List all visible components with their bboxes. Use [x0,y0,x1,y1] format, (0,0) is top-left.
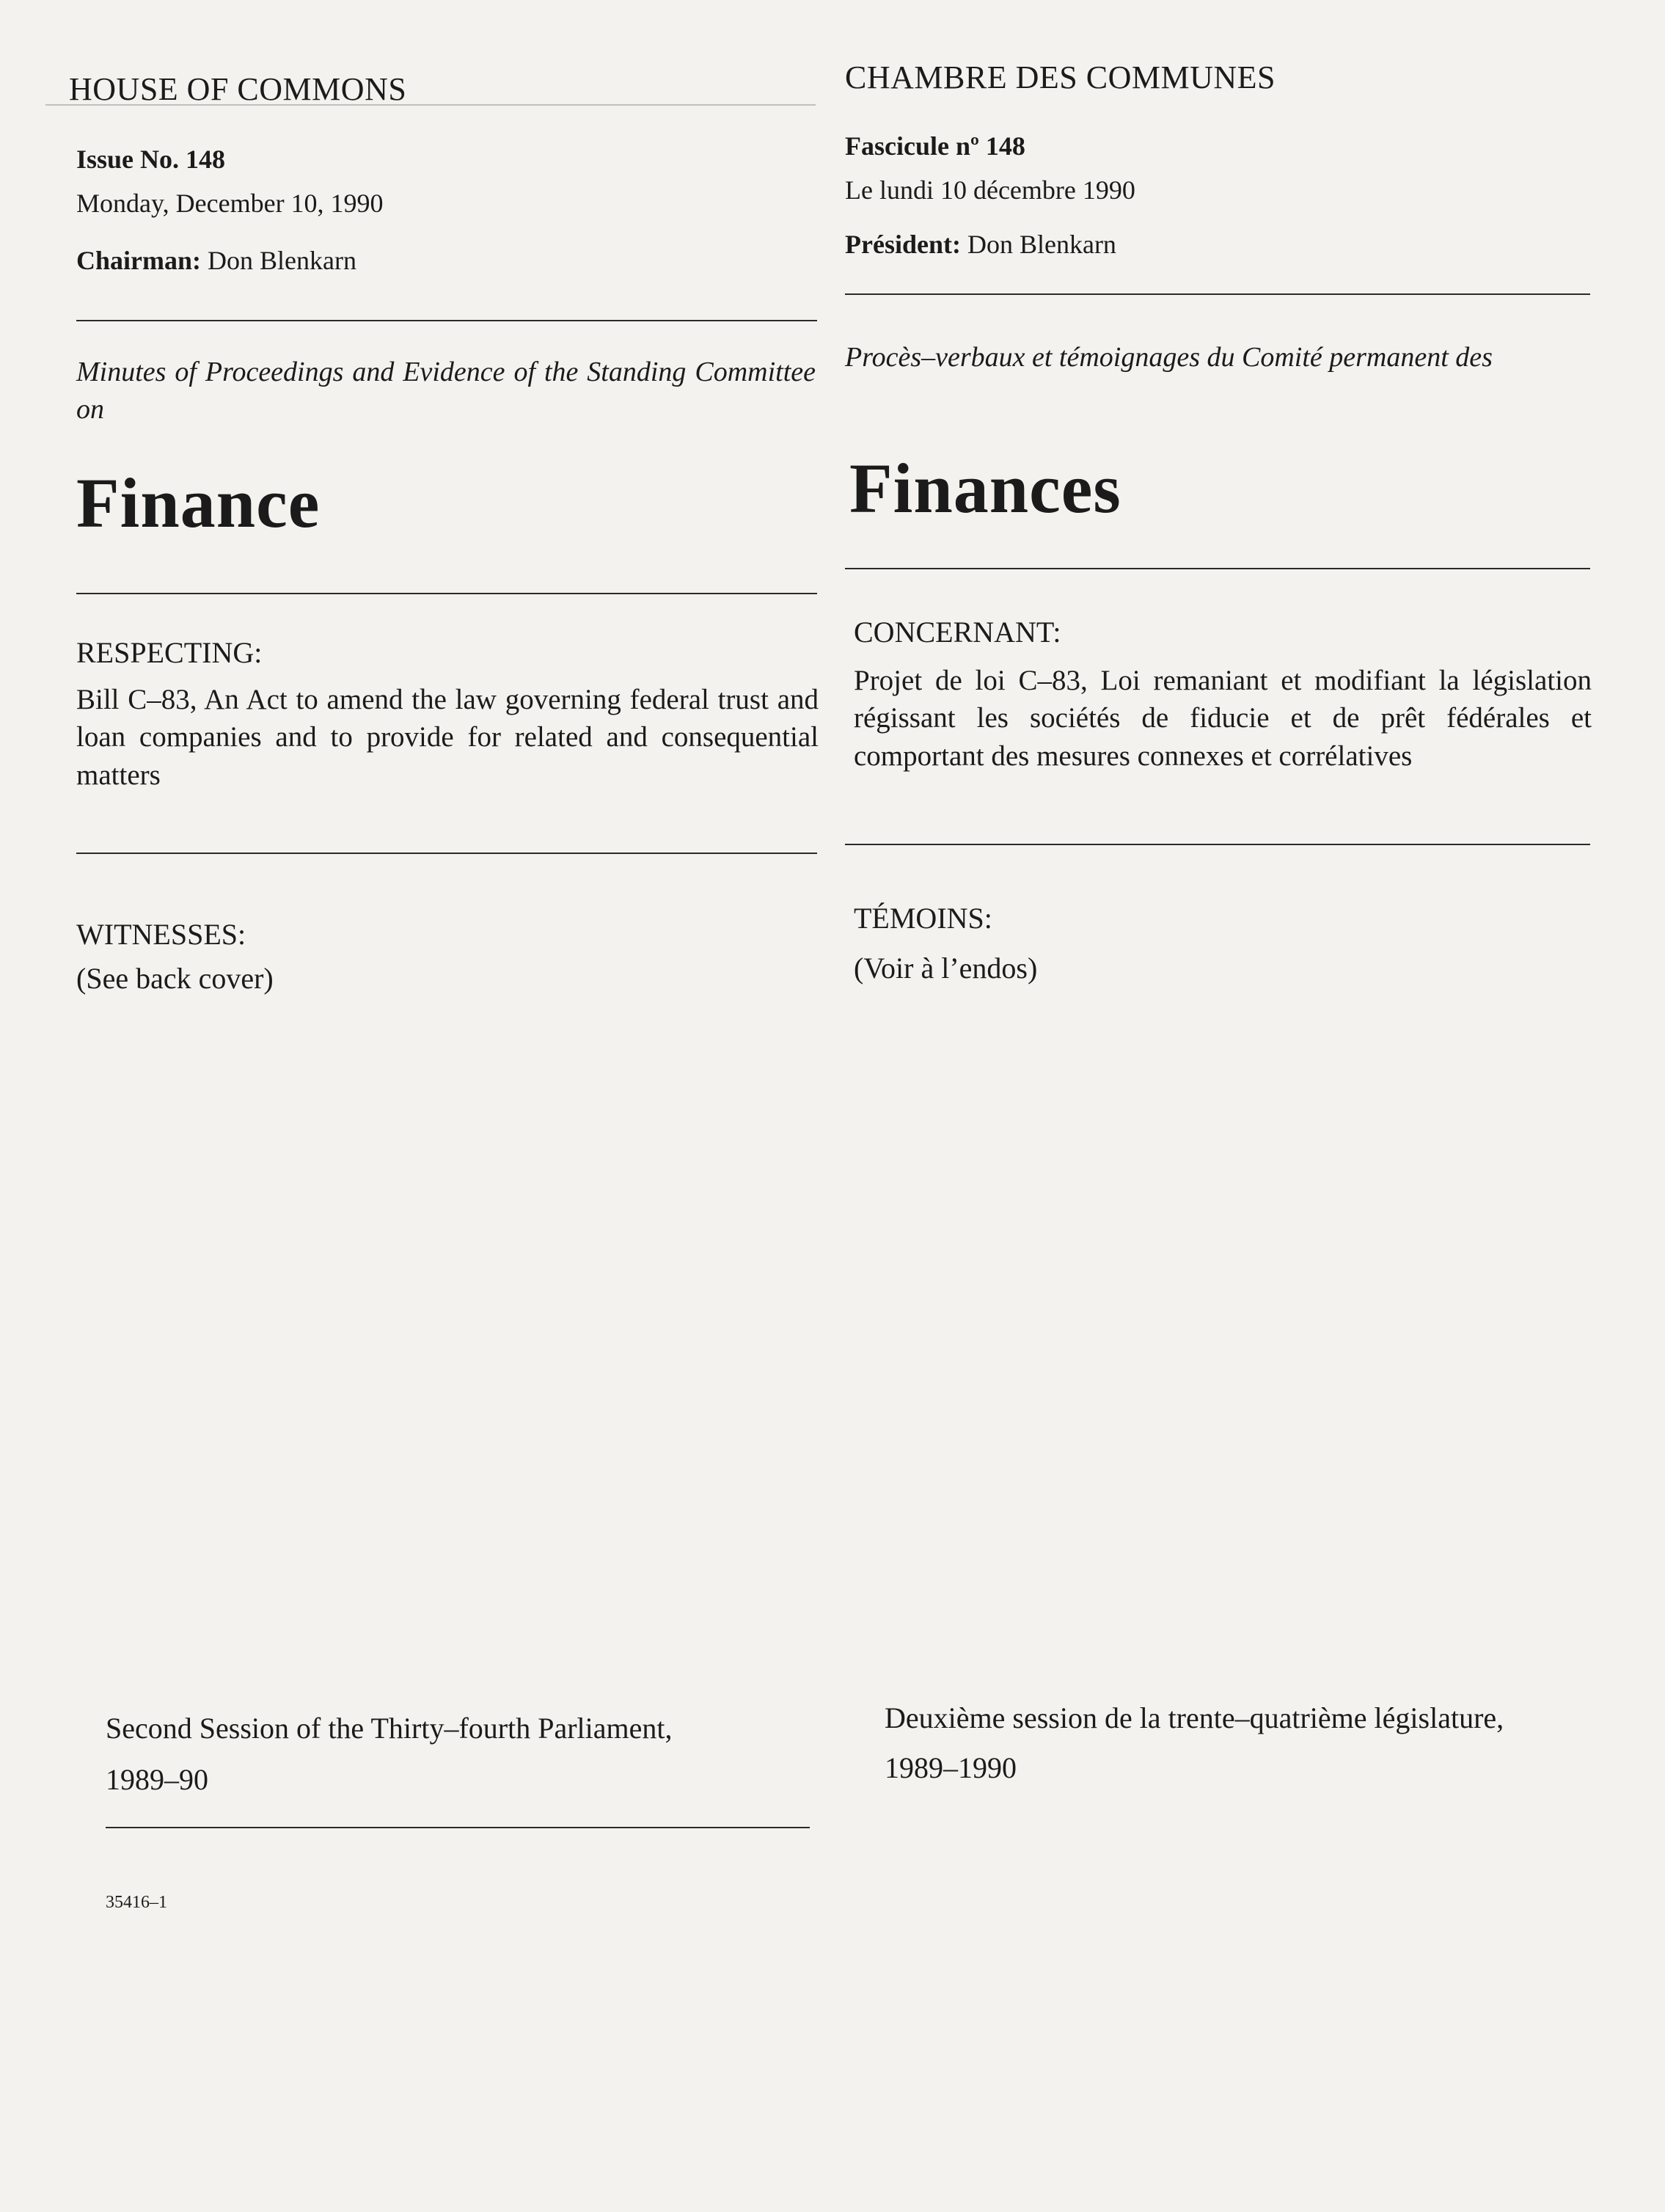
house-title-en: HOUSE OF COMMONS [69,71,407,107]
respecting-label-fr: CONCERNANT: [854,616,1061,649]
witnesses-text-fr: (Voir à l’endos) [854,952,1038,985]
rule-1-en [76,320,817,321]
president-fr [845,227,1116,262]
witnesses-label-en: WITNESSES: [76,918,246,951]
chairman-en [76,244,356,278]
chair-name-en: Don Blenkarn [208,246,356,275]
chair-label-fr: Président: [845,230,961,259]
rule-3-fr [845,844,1590,845]
committee-name-en: Finance [76,464,321,542]
respecting-text-en: Bill C–83, An Act to amend the law governing federal trust and loan companies and to provide for related and consequential matters [76,684,819,791]
session-line1-fr: Deuxième session de la trente–quatrième législature, [885,1701,1504,1734]
date-fr: Le lundi 10 décembre 1990 [845,175,1135,205]
issue-number-en: Issue No. 148 [76,145,226,174]
respecting-label-en: RESPECTING: [76,636,263,669]
issue-number-fr: Fascicule nº 148 [845,131,1025,161]
house-title-fr: CHAMBRE DES COMMUNES [845,59,1276,95]
minutes-line-fr: Procès–verbaux et témoignages du Comité permanent des [845,342,1493,373]
rule-4-en [106,1827,810,1828]
session-line2-fr: 1989–1990 [885,1751,1017,1784]
rule-2-fr [845,568,1590,569]
minutes-line-en: Minutes of Proceedings and Evidence of the Standing Committee on [76,357,816,426]
rule-2-en [76,593,817,594]
header-rule-en [45,104,816,106]
session-line2-en: 1989–90 [106,1763,208,1796]
witnesses-text-en: (See back cover) [76,962,274,995]
witnesses-label-fr: TÉMOINS: [854,902,992,935]
print-code: 35416–1 [106,1893,167,1912]
date-en: Monday, December 10, 1990 [76,189,384,218]
committee-name-fr: Finances [849,449,1121,528]
rule-3-en [76,853,817,854]
chair-label-en: Chairman: [76,246,201,275]
respecting-text-fr: Projet de loi C–83, Loi remaniant et modifiant la législation régissant les sociétés de fiducie et de prêt fédérales et comportant des mesures connexes et corrélatives [854,665,1592,772]
chair-name-fr: Don Blenkarn [967,230,1116,259]
session-line1-en: Second Session of the Thirty–fourth Parliament, [106,1712,673,1745]
rule-1-fr [845,293,1590,295]
